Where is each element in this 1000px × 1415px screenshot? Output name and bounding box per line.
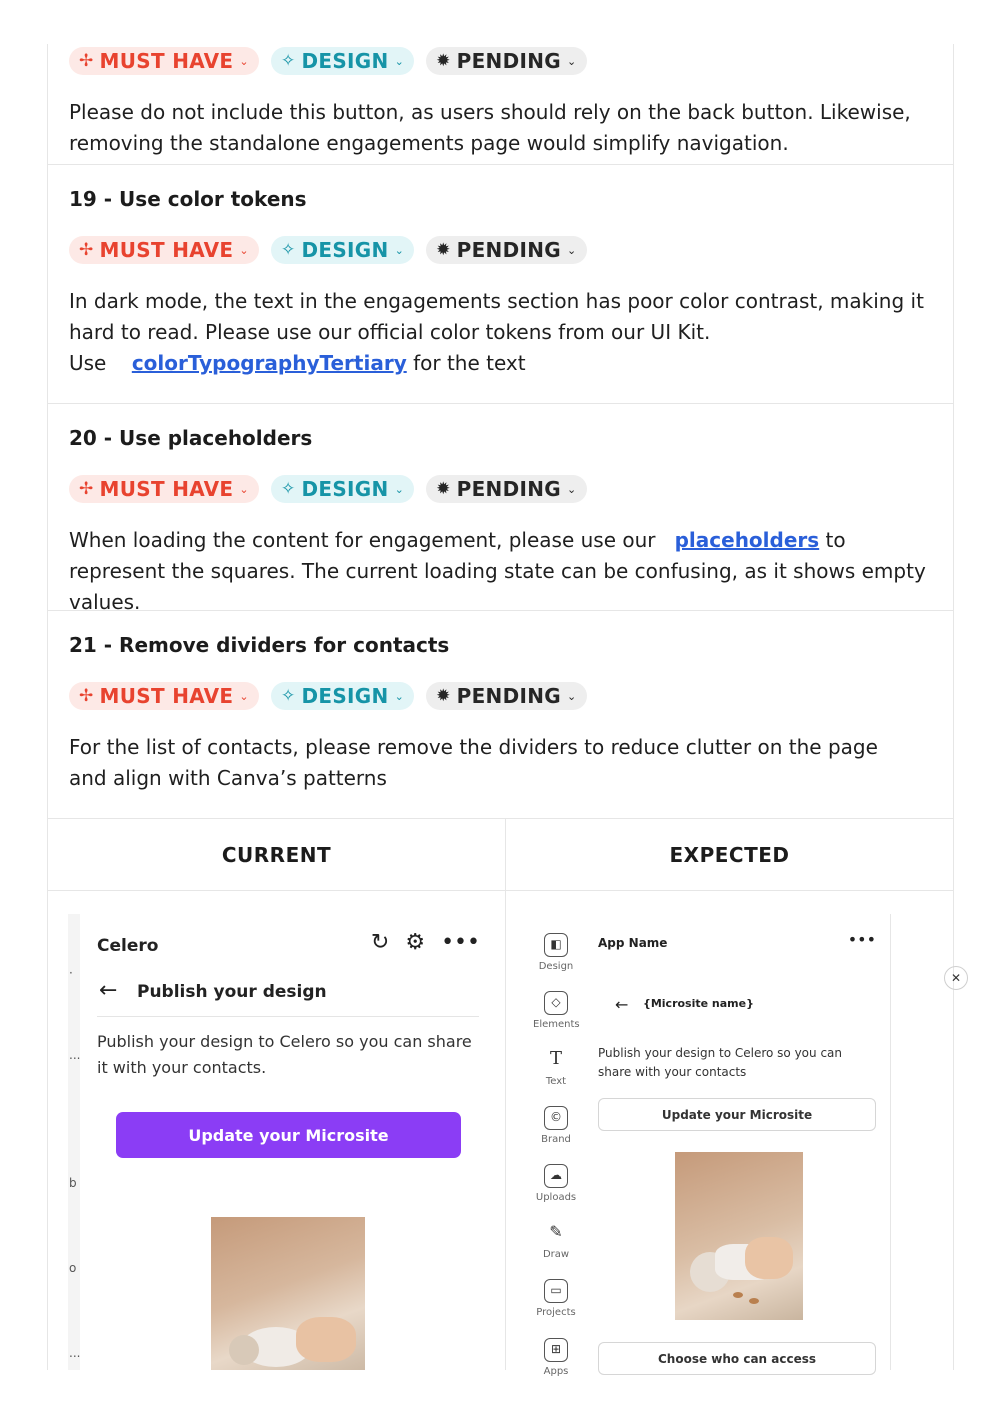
color-token-link[interactable]: colorTypographyTertiary (131, 351, 407, 375)
text-icon: T (549, 1048, 562, 1069)
rail-item-text[interactable]: T Text (545, 1048, 567, 1087)
section-body: Please do not include this button, as users should rely on the back button. Likewise, removing the standalone engagements page would simplify navigation. (69, 100, 911, 155)
app-name: App Name (598, 936, 668, 950)
section-18-tail (48, 44, 953, 165)
header-icons (371, 930, 480, 955)
panel-description: Publish your design to Celero so you can share it with your contacts. (97, 1032, 472, 1077)
design-preview-image (211, 1217, 365, 1370)
update-microsite-button[interactable]: Update your Microsite (598, 1098, 876, 1131)
column-header-expected: EXPECTED (669, 843, 790, 867)
choose-access-button[interactable]: Choose who can access (598, 1342, 876, 1375)
pending-tag[interactable]: ✹ PENDING ⌄ (426, 682, 586, 710)
chevron-down-icon: ⌄ (567, 482, 577, 496)
tag-row (69, 236, 587, 264)
chevron-down-icon: ⌄ (239, 54, 249, 68)
section-title: 19 - Use color tokens (69, 187, 307, 211)
panel-subtitle: Publish your design (137, 982, 327, 1002)
back-arrow-icon[interactable]: ← (99, 978, 118, 1003)
rail-item-design[interactable]: ◧ Design (533, 933, 579, 972)
cloud-upload-icon: ☁ (544, 1164, 568, 1188)
gear-icon[interactable]: ⚙ (405, 930, 426, 955)
must-have-tag[interactable]: ✢ MUST HAVE ⌄ (69, 475, 259, 503)
tag-row (69, 475, 587, 503)
divider (97, 1016, 479, 1017)
side-strip: · ... b o ... (68, 914, 80, 1370)
pending-tag[interactable]: ✹ PENDING ⌄ (426, 475, 586, 503)
design-tag[interactable]: ✧ DESIGN ⌄ (271, 682, 414, 710)
chevron-down-icon: ⌄ (394, 689, 405, 703)
brand-icon: © (544, 1106, 568, 1130)
app-title: Celero (97, 936, 159, 956)
must-have-tag[interactable]: ✢ MUST HAVE ⌄ (69, 47, 259, 75)
section-body: When loading the content for engagement, please use our placeholders to represent the squares. The current loading state can be confusing, as it shows empty values. (69, 528, 926, 614)
diamond-sparkle-icon: ✧ (280, 686, 296, 706)
burst-icon: ✹ (436, 686, 451, 706)
rail-item-draw[interactable]: ✎ Draw (542, 1222, 570, 1260)
apps-grid-icon: ⊞ (544, 1338, 568, 1362)
design-preview-image (675, 1152, 803, 1320)
chevron-down-icon: ⌄ (394, 243, 405, 257)
update-microsite-button[interactable]: Update your Microsite (116, 1112, 461, 1158)
folder-icon: ▭ (544, 1279, 568, 1303)
sparkle-icon: ✢ (79, 51, 94, 71)
tag-row (69, 682, 587, 710)
panel-description: Publish your design to Celero so you can share with your contacts (598, 1046, 843, 1079)
section-body: For the list of contacts, please remove the dividers to reduce clutter on the page and align with Canva’s patterns (69, 735, 878, 790)
back-arrow-icon[interactable]: ← (615, 995, 629, 1014)
expected-screenshot (525, 914, 962, 1377)
diamond-sparkle-icon: ✧ (280, 479, 296, 499)
shapes-icon: ◇ (544, 991, 568, 1015)
chevron-down-icon: ⌄ (239, 482, 249, 496)
sparkle-icon: ✢ (79, 240, 94, 260)
section-body: In dark mode, the text in the engagements section has poor color contrast, making it hard to read. Please use our official color tokens from our UI Kit. Use colorTypographyTertiary for the text (69, 289, 924, 375)
more-icon[interactable]: ••• (847, 930, 876, 949)
pending-tag[interactable]: ✹ PENDING ⌄ (426, 47, 586, 75)
diamond-sparkle-icon: ✧ (280, 240, 296, 260)
rail-item-apps[interactable]: ⊞ Apps (533, 1338, 579, 1377)
document-page (47, 44, 962, 1377)
sparkle-icon: ✢ (79, 479, 94, 499)
rail-item-projects[interactable]: ▭ Projects (533, 1279, 579, 1318)
diamond-sparkle-icon: ✧ (280, 51, 296, 71)
close-icon[interactable]: ✕ (944, 966, 968, 990)
tag-row (69, 47, 587, 75)
rail-item-elements[interactable]: ◇ Elements (533, 991, 579, 1030)
more-icon[interactable]: ••• (441, 930, 480, 955)
burst-icon: ✹ (436, 51, 451, 71)
chevron-down-icon: ⌄ (394, 482, 405, 496)
section-19 (48, 165, 953, 404)
design-tag[interactable]: ✧ DESIGN ⌄ (271, 236, 414, 264)
chevron-down-icon: ⌄ (567, 689, 577, 703)
microsite-name: {Microsite name} (643, 997, 754, 1010)
chevron-down-icon: ⌄ (394, 54, 405, 68)
sparkle-icon: ✢ (79, 686, 94, 706)
comparison-table-header (48, 818, 953, 891)
burst-icon: ✹ (436, 479, 451, 499)
column-header-current: CURRENT (221, 843, 332, 867)
section-21 (48, 611, 953, 818)
section-20 (48, 404, 953, 614)
current-screenshot (68, 914, 488, 1370)
must-have-tag[interactable]: ✢ MUST HAVE ⌄ (69, 682, 259, 710)
chevron-down-icon: ⌄ (567, 243, 577, 257)
burst-icon: ✹ (436, 240, 451, 260)
section-title: 20 - Use placeholders (69, 426, 313, 450)
chevron-down-icon: ⌄ (567, 54, 577, 68)
design-tag[interactable]: ✧ DESIGN ⌄ (271, 475, 414, 503)
refresh-icon[interactable]: ↻ (370, 930, 390, 955)
app-panel (589, 914, 891, 1370)
rail-item-uploads[interactable]: ☁ Uploads (533, 1164, 579, 1203)
chevron-down-icon: ⌄ (239, 243, 249, 257)
column-divider (505, 818, 506, 1370)
pen-icon: ✎ (549, 1222, 563, 1241)
design-tag[interactable]: ✧ DESIGN ⌄ (271, 47, 414, 75)
pending-tag[interactable]: ✹ PENDING ⌄ (426, 236, 586, 264)
must-have-tag[interactable]: ✢ MUST HAVE ⌄ (69, 236, 259, 264)
rail-item-brand[interactable]: © Brand (533, 1106, 579, 1145)
placeholders-link[interactable]: placeholders (674, 528, 820, 552)
section-title: 21 - Remove dividers for contacts (69, 633, 450, 657)
layout-icon: ◧ (544, 933, 568, 957)
chevron-down-icon: ⌄ (239, 689, 249, 703)
